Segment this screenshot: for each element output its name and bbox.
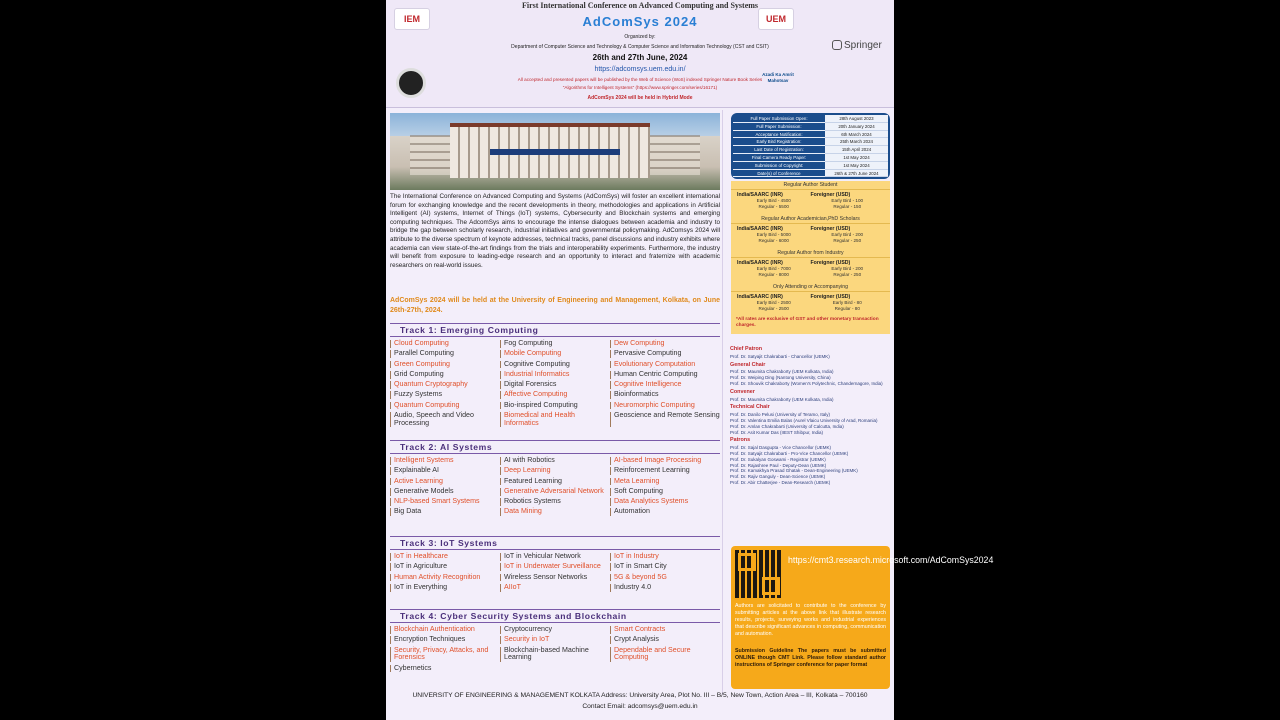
- committee-member: Prof. Dr. Sukalyan Goswami - Registrar (UEMK): [730, 456, 826, 462]
- track-topic: IoT in Healthcare: [390, 553, 500, 561]
- track-1: [390, 323, 720, 430]
- committee-role: Convener: [730, 388, 755, 395]
- track-topic: Green Computing: [390, 361, 500, 369]
- organizing-department: Department of Computer Science and Technology & Computer Science and Information Technology (CST and CSIT): [511, 44, 769, 50]
- date-label: Acceptance Notification:: [733, 131, 825, 139]
- committee-role: Chief Patron: [730, 346, 763, 352]
- committee-member: Prof. Dr. Maumita Chakraborty (UEM Kolkata, India): [730, 396, 834, 402]
- track-topic: Parallel Computing: [390, 350, 500, 358]
- date-label: Submission of Copyright:: [733, 162, 825, 170]
- poster-header: [386, 0, 894, 108]
- track-topic: Cybernetics: [390, 665, 500, 673]
- track-topic: Audio, Speech and Video Processing: [390, 412, 500, 427]
- date-value: 20th January 2024: [825, 123, 888, 131]
- track-topic: Geoscience and Remote Sensing: [610, 412, 720, 427]
- date-row: [733, 115, 888, 123]
- track-topic: NLP-based Smart Systems: [390, 498, 500, 506]
- springer-logo: Springer: [832, 40, 882, 51]
- track-topic: Fog Computing: [500, 340, 610, 348]
- track-title: Track 4: Cyber Security Systems and Blockchain: [390, 609, 720, 623]
- important-dates-table: [731, 113, 890, 179]
- track-topic: Reinforcement Learning: [610, 467, 720, 475]
- track-topic: Bio-inspired Computing: [500, 402, 610, 410]
- track-topic: Biomedical and Health Informatics: [500, 412, 610, 427]
- fee-foreign-label: Foreigner (USD): [810, 192, 851, 198]
- track-topic: IoT in Vehicular Network: [500, 553, 610, 561]
- committee-member: Prof. Dr. Maumita Chakraborty (UEM Kolkata, India): [730, 369, 834, 375]
- fee-value: Regular - 150: [833, 203, 862, 209]
- publication-note: All accepted and presented papers will be published by the Web of Science (WoS) indexed Springer Nature Book Series: [517, 77, 763, 82]
- track-title: Track 1: Emerging Computing: [390, 323, 720, 337]
- fee-foreign: [811, 260, 885, 283]
- date-value: 26th & 27th June 2024: [825, 170, 888, 178]
- committee-member: Prof. Dr. Weiping Ding (Nantong University, China): [730, 375, 831, 381]
- fee-value: Early Bird - 7000: [756, 266, 791, 271]
- committee-member: Prof. Dr. Asit Kumar Das (IIEST Shibpur, India): [730, 429, 823, 435]
- track-topic: Bioinformatics: [610, 391, 720, 399]
- track-topic: Generative Models: [390, 488, 500, 496]
- fee-india: [737, 260, 811, 283]
- fee-value: Regular - 80: [834, 305, 860, 311]
- footer-address: UNIVERSITY OF ENGINEERING & MANAGEMENT KOLKATA Address: University Area, Plot No. III – B/5, New Town, Action Area – III, Kolkata – 700160: [412, 692, 868, 699]
- submission-link[interactable]: https://cmt3.research.microsoft.com/AdComSys2024: [788, 555, 994, 565]
- fee-india-label: India/SAARC (INR): [737, 260, 783, 266]
- university-seal: [396, 68, 426, 98]
- track-topic: Cognitive Computing: [500, 361, 610, 369]
- column-divider: [722, 110, 723, 694]
- fee-value: Regular - 250: [833, 237, 862, 243]
- track-topic: Quantum Computing: [390, 402, 500, 410]
- azadi-logo: Azadi Ka Amrit Mahotsav: [762, 72, 794, 83]
- track-topic: AI-based Image Processing: [610, 457, 720, 465]
- fee-category: Regular Author from Industry: [731, 249, 890, 258]
- submission-guideline: Submission Guideline The papers must be submitted ONLINE though CMT Link. Please follow standard author instructions of Springer conference for paper format: [735, 648, 886, 668]
- track-topic: IoT in Industry: [610, 553, 720, 561]
- track-topic: Featured Learning: [500, 478, 610, 486]
- track-topic: Dew Computing: [610, 340, 720, 348]
- date-row: [733, 123, 888, 131]
- date-row: [733, 154, 888, 162]
- date-value: 1st May 2024: [825, 162, 888, 170]
- track-topic: Human Centric Computing: [610, 371, 720, 379]
- track-topics-grid: [390, 457, 720, 519]
- fee-value: Early Bird - 80: [832, 300, 862, 305]
- fee-india: [737, 226, 811, 249]
- fee-note: *All rates are exclusive of GST and other monetary transaction charges.: [736, 317, 879, 328]
- submission-box: [731, 546, 994, 689]
- fee-columns: [731, 258, 890, 283]
- track-topics-grid: [390, 626, 720, 675]
- track-topic: Affective Computing: [500, 391, 610, 399]
- track-title: Track 2: AI Systems: [390, 440, 720, 454]
- fee-foreign: [811, 192, 885, 215]
- track-topic: Generative Adversarial Network: [500, 488, 610, 496]
- poster-footer: [386, 690, 894, 712]
- track-topic: Industry 4.0: [610, 584, 720, 592]
- date-value: 15th April 2024: [825, 146, 888, 154]
- fee-value: Early Bird - 5000: [756, 232, 791, 237]
- track-topic: Grid Computing: [390, 371, 500, 379]
- fee-value: Regular - 250: [833, 271, 862, 277]
- venue-note: AdComSys 2024 will be held at the University of Engineering and Management, Kolkata, on June 26th-27th, 2024.: [390, 297, 720, 314]
- track-topic: Evolutionary Computation: [610, 361, 720, 369]
- track-topic: Blockchain-based Machine Learning: [500, 647, 610, 662]
- fee-india-label: India/SAARC (INR): [737, 294, 783, 300]
- track-topic: Dependable and Secure Computing: [610, 647, 720, 662]
- intro-paragraph: The International Conference on Advanced Computing and Systems (AdComSys) will foster an excellent international forum for exchanging knowledge and the recent developments in theory, methodologies and applications in Artificial Intelligent (AI) systems, Internet of Things (IoT) systems, Cybersecurity and Blockchain systems and emerging computing techniques. The AdcomSys aims to encourage the intense dialogues between academia and industry to bridge the gap between scholarly research, industrial initiatives and governmental policymaking. AdComsys 2024 will attribute to the diverse spectrum of keynote addresses, technical tracks, panel discussions and industry exhibits where academia can view state-of-the-art findings from the trials and interoperability experiments. Furthermore, the industry will benefit from exposure to leading-edge research and an opportunity to interact and fraternize with academic researchers on real-world issues.: [390, 193, 720, 269]
- track-topics-grid: [390, 553, 720, 594]
- track-topic: IoT in Underwater Surveillance: [500, 563, 610, 571]
- fee-india-label: India/SAARC (INR): [737, 226, 783, 232]
- date-value: 6th March 2024: [825, 131, 888, 139]
- track-topic: Quantum Cryptography: [390, 381, 500, 389]
- track-topic: Intelligent Systems: [390, 457, 500, 465]
- committee-member: Prof. Dr. Danilo Pelusi (University of Teramo, Italy): [730, 412, 830, 418]
- campus-photo: [390, 113, 720, 190]
- fee-value: Regular - 2500: [758, 305, 789, 311]
- fee-value: Regular - 5500: [758, 203, 789, 209]
- track-topic: Pervasive Computing: [610, 350, 720, 358]
- track-topic: Security in IoT: [500, 636, 610, 644]
- fee-category: Regular Author Academician,PhD Scholars: [731, 215, 890, 224]
- date-label: Date(s) of Conference: [733, 170, 825, 178]
- date-row: [733, 138, 888, 146]
- track-topics-grid: [390, 340, 720, 430]
- fee-foreign: [811, 226, 885, 249]
- qr-code[interactable]: [735, 550, 783, 598]
- fee-india: [737, 294, 811, 317]
- track-topic: Robotics Systems: [500, 498, 610, 506]
- track-topic: Mobile Computing: [500, 350, 610, 358]
- track-topic: Soft Computing: [610, 488, 720, 496]
- committee-member: Prof. Dr. Satyajit Chakrabarti - Chancellor (UEMK): [730, 353, 830, 359]
- conference-dates: 26th and 27th June, 2024: [592, 53, 688, 62]
- track-topic: Blockchain Authentication: [390, 626, 500, 634]
- date-label: Final Camera Ready Paper:: [733, 154, 825, 162]
- track-3: [390, 536, 720, 594]
- track-topic: IoT in Agriculture: [390, 563, 500, 571]
- fee-value: Regular - 8000: [758, 271, 789, 277]
- committee-member: Prof. Dr. Valentina Emilia Balas (Aurel Vlaicu University of Arad, Romania): [730, 417, 878, 423]
- date-label: Last Date of Registration:: [733, 146, 825, 154]
- fee-category: Only Attending or Accompanying: [731, 283, 890, 292]
- fee-value: Early Bird - 2500: [756, 300, 791, 305]
- track-topic: Industrial Informatics: [500, 371, 610, 379]
- conference-acronym: AdComSys 2024: [582, 14, 698, 29]
- fee-foreign-label: Foreigner (USD): [810, 226, 851, 232]
- fee-columns: [731, 190, 890, 215]
- footer-email[interactable]: Contact Email: adcomsys@uem.edu.in: [582, 703, 698, 710]
- committee-member: Prof. Dr. Shouvik Chakraborty (Women's Polytechnic, Chandernagore, India): [730, 380, 883, 386]
- book-series: "Algorithms for Intelligent Systems" (https://www.springer.com/series/16171): [562, 85, 718, 90]
- fee-foreign-label: Foreigner (USD): [810, 294, 851, 300]
- track-topic: Human Activity Recognition: [390, 574, 500, 582]
- track-topic: Smart Contracts: [610, 626, 720, 634]
- date-value: 1st May 2024: [825, 154, 888, 162]
- track-topic: 5G & beyond 5G: [610, 574, 720, 582]
- date-row: [733, 170, 888, 178]
- track-topic: Cryptocurrency: [500, 626, 610, 634]
- fee-india: [737, 192, 811, 215]
- track-topic: Automation: [610, 508, 720, 516]
- track-topic: Cognitive Intelligence: [610, 381, 720, 389]
- submission-text: Authors are solicitated to contribute to the conference by submitting articles at the above link that illustrate research results, projects, surveying works and industrial experiences that describe significant advances in computing, communication and automation.: [735, 603, 886, 637]
- committee-member: Prof. Dr. Rajashree Paul - Deputy-Dean (UEMK): [730, 462, 827, 468]
- fee-foreign: [811, 294, 885, 317]
- fee-columns: [731, 292, 890, 317]
- committee-member: Prof. Dr. Satyajit Chakrabarti - Pro-Vice Chancellor (UEMK): [730, 450, 849, 456]
- committee-role: Technical Chair: [730, 404, 770, 411]
- conference-url[interactable]: https://adcomsys.uem.edu.in/: [594, 66, 686, 73]
- track-topic: Deep Learning: [500, 467, 610, 475]
- fee-columns: [731, 224, 890, 249]
- track-topic: Data Mining: [500, 508, 610, 516]
- date-value: 28th August 2023: [825, 115, 888, 123]
- uem-logo: UEM: [758, 8, 794, 30]
- track-title: Track 3: IoT Systems: [390, 536, 720, 550]
- committee-role: General Chair: [730, 361, 766, 368]
- track-topic: Crypt Analysis: [610, 636, 720, 644]
- date-label: Early Bird Registration:: [733, 138, 825, 146]
- committee-member: Prof. Dr. Kamakhya Prasad Ghatak - Dean-Engineering (UEMK): [730, 468, 858, 474]
- date-row: [733, 146, 888, 154]
- fee-value: Early Bird - 200: [831, 266, 864, 271]
- track-topic: Security, Privacy, Attacks, and Forensics: [390, 647, 500, 662]
- track-4: [390, 609, 720, 675]
- fee-india-label: India/SAARC (INR): [737, 192, 783, 198]
- committee-member: Prof. Dr. Amlan Chakrabarti (University of Calcutta, India): [730, 423, 844, 429]
- date-row: [733, 131, 888, 139]
- track-topic: Meta Learning: [610, 478, 720, 486]
- fee-value: Early Bird - 200: [831, 232, 864, 237]
- registration-fees: [731, 181, 890, 334]
- track-topic: IoT in Everything: [390, 584, 500, 592]
- hybrid-mode-note: AdComSys 2024 will be held in Hybrid Mode: [587, 95, 693, 101]
- fee-category: Regular Author Student: [731, 181, 890, 190]
- conference-full-title: First International Conference on Advanced Computing and Systems: [521, 1, 759, 10]
- fee-value: Early Bird - 100: [831, 198, 864, 203]
- committee-member: Prof. Dr. Sajal Dasgupta - Vice Chancellor (UEMK): [730, 445, 831, 451]
- track-topic: AIIoT: [500, 584, 610, 592]
- iem-logo: IEM: [394, 8, 430, 30]
- track-topic: Wireless Sensor Networks: [500, 574, 610, 582]
- track-topic: Active Learning: [390, 478, 500, 486]
- date-label: Full Paper Submission Open:: [733, 115, 825, 123]
- track-topic: IoT in Smart City: [610, 563, 720, 571]
- track-topic: Neuromorphic Computing: [610, 402, 720, 410]
- committee-list: [730, 344, 892, 486]
- track-2: [390, 440, 720, 519]
- track-topic: Fuzzy Systems: [390, 391, 500, 399]
- track-topic: Data Analytics Systems: [610, 498, 720, 506]
- track-topic: Cloud Computing: [390, 340, 500, 348]
- conference-poster: [386, 0, 994, 720]
- fee-foreign-label: Foreigner (USD): [810, 260, 851, 266]
- track-topic: Big Data: [390, 508, 500, 516]
- committee-role: Patrons: [730, 437, 751, 444]
- date-row: [733, 162, 888, 170]
- fee-value: Early Bird - 4500: [756, 198, 791, 203]
- committee-member: Prof. Dr. Abir Chatterjee - Dean-Research (UEMK): [730, 479, 831, 485]
- track-topic: Encryption Techniques: [390, 636, 500, 644]
- track-topic: AI with Robotics: [500, 457, 610, 465]
- track-topic: Digital Forensics: [500, 381, 610, 389]
- organized-by-label: Organized by:: [624, 34, 656, 40]
- track-topic: Explainable AI: [390, 467, 500, 475]
- fee-value: Regular - 6000: [758, 237, 789, 243]
- date-value: 25th March 2024: [825, 138, 888, 146]
- date-label: Full Paper Submission:: [733, 123, 825, 131]
- committee-member: Prof. Dr. Rajiv Ganguly - Dean-Science (UEMK): [730, 474, 826, 480]
